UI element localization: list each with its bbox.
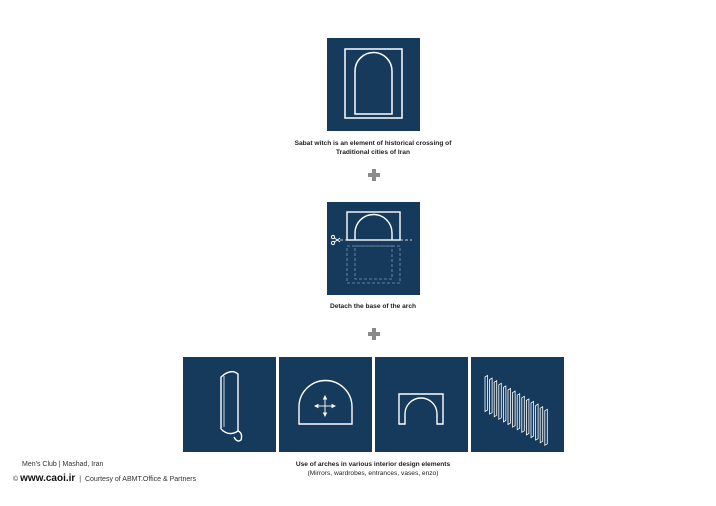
- slat: [531, 402, 534, 438]
- entrance-arch-icon: [375, 357, 468, 452]
- credit-text: Courtesy of ABMT.Office & Partners: [84, 476, 197, 483]
- slat: [526, 399, 529, 435]
- wardrobe-arch-tile: [279, 357, 372, 452]
- mirror-tile: [183, 357, 276, 452]
- cut-arch-tile: [327, 202, 420, 295]
- credit-line: [13, 473, 196, 484]
- site-link[interactable]: www.caoi.ir: [20, 473, 76, 484]
- vase-slats-tile: [471, 357, 564, 452]
- slat: [485, 376, 488, 412]
- step2-caption: Detach the base of the arch: [329, 303, 417, 310]
- slat: [508, 389, 511, 425]
- copyright-symbol: ©: [13, 476, 19, 483]
- slat: [494, 381, 497, 417]
- slat: [522, 396, 525, 432]
- separator: |: [79, 476, 82, 483]
- project-location: Men's Club | Mashad, Iran: [22, 461, 104, 468]
- step3-subtitle: (Mirrors, wardrobes, entrances, vases, enzo): [307, 470, 439, 477]
- mirror-icon: [183, 357, 276, 452]
- arched-doorway-icon: [327, 38, 420, 131]
- slat: [540, 407, 543, 443]
- cut-arch-icon: [327, 202, 420, 295]
- slat: [499, 383, 502, 419]
- slat: [513, 391, 516, 427]
- arched-doorway-tile: [327, 38, 420, 131]
- plus-icon: [367, 327, 381, 341]
- slat: [503, 386, 506, 422]
- vase-slats-icon: [471, 357, 564, 452]
- step3-title: Use of arches in various interior design elements: [295, 461, 451, 468]
- step3-caption: [268, 460, 478, 478]
- slat: [517, 394, 520, 430]
- wardrobe-arch-icon: [279, 357, 372, 452]
- entrance-arch-tile: [375, 357, 468, 452]
- slat: [545, 409, 548, 445]
- slat: [536, 404, 539, 440]
- slat: [490, 378, 493, 414]
- scissors-icon: [331, 235, 340, 244]
- plus-icon: [367, 168, 381, 182]
- step1-caption: Sabat witch is an element of historical crossing of Traditional cities of Iran: [294, 140, 452, 156]
